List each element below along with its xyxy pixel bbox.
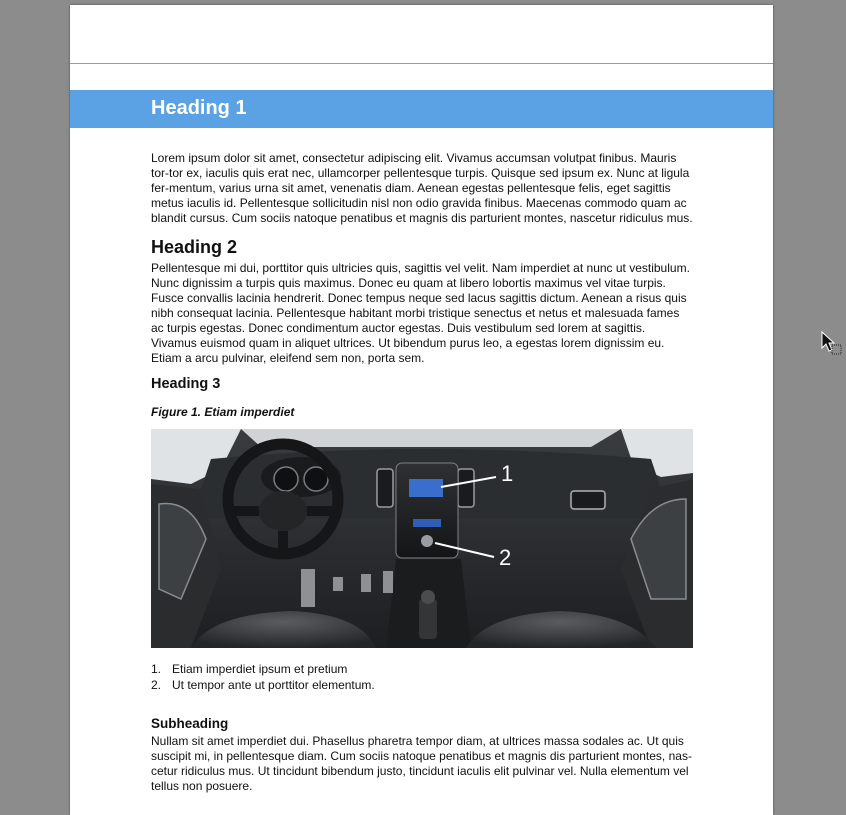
callout-label-2: 2 bbox=[499, 545, 512, 570]
heading2-paragraph: Pellentesque mi dui, porttitor quis ultricies quis, sagittis vel velit. Nam imperdiet at nunc ut vestibulum. Nunc dignissim a turpis quis maximus. Donec eu quam at libero lobortis maximus vel vitae turpis. Fusce convallis lacinia hendrerit. Donec tempus neque sed lacus sagittis dictum. Aenean a risus quis nibh consequat lacinia. Pellentesque habitant morbi tristique senectus et netus et malesuada fames ac turpis egestas. Donec condimentum auctor egestas. Duis vestibulum sed lorem at sagittis. Vivamus euismod quam in aliquet ultrices. Ut bibendum purus leo, a egestas lorem dignissim eu. Etiam a arcu pulvinar, eleifend sem non, porta sem. bbox=[151, 261, 690, 365]
car-dashboard-illustration bbox=[151, 429, 693, 648]
car-interior-figure bbox=[151, 429, 693, 648]
numbered-list bbox=[151, 661, 693, 693]
heading-3: Heading 3 bbox=[151, 376, 221, 392]
list-item-text: Ut tempor ante ut porttitor elementum. bbox=[172, 678, 375, 692]
list-item-text: Etiam imperdiet ipsum et pretium bbox=[172, 662, 348, 676]
document-page bbox=[70, 5, 773, 815]
heading-2: Heading 2 bbox=[151, 237, 238, 257]
figure-caption: Figure 1. Etiam imperdiet bbox=[151, 405, 295, 419]
heading1-bar bbox=[70, 90, 773, 128]
list-item bbox=[151, 677, 693, 693]
heading-1: Heading 1 bbox=[151, 97, 247, 119]
callout-label-1: 1 bbox=[501, 461, 514, 486]
mouse-pointer-icon bbox=[821, 331, 843, 357]
list-item bbox=[151, 661, 693, 677]
subheading-paragraph: Nullam sit amet imperdiet dui. Phasellus pharetra tempor diam, at ultrices massa sodales ac. Ut quis suscipit mi, in pellentesque diam. Cum sociis natoque penatibus et magnis dis parturient montes, nas-cetur ridiculus mus. Ut tincidunt bibendum justo, tincidunt iaculis elit pulvinar vel. Nulla elementum vel tellus non posuere. bbox=[151, 734, 692, 793]
list-item-number: 2. bbox=[151, 678, 162, 692]
subheading: Subheading bbox=[151, 716, 229, 731]
list-item-number: 1. bbox=[151, 662, 162, 676]
intro-paragraph: Lorem ipsum dolor sit amet, consectetur adipiscing elit. Vivamus accumsan volutpat finibus. Mauris tor-tor ex, iaculis quis erat nec, ullamcorper pellentesque turpis. Quisque sed ipsum ex. Nunc at ligula fer-mentum, varius urna sit amet, venenatis diam. Aenean egestas pellentesque felis, eget sagittis metus iaculis id. Pellentesque sollicitudin nisl non odio gravida finibus. Maecenas commodo quam ac blandit cursus. Cum sociis natoque penatibus et magnis dis parturient montes, nascetur ridiculus mus. bbox=[151, 151, 693, 225]
header-divider bbox=[70, 63, 773, 64]
